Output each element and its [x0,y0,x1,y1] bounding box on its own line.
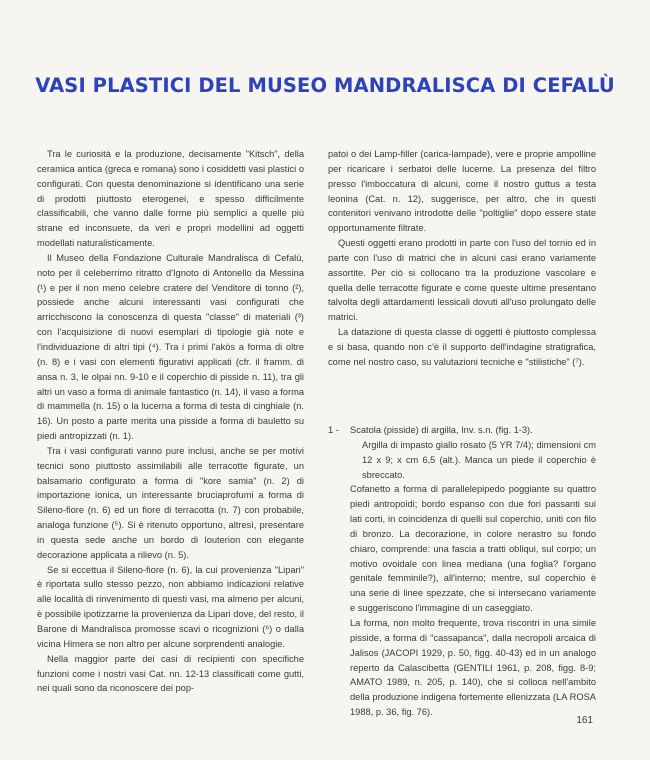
paragraph: Nella maggior parte dei casi di recipienti con specifiche funzioni come i nostri vasi Cat. nn. 12-13 classificati come gutti, nei quali sono da riconoscere dei pop- [37,653,304,694]
paragraph: La datazione di questa classe di oggetti è piuttosto complessa e si basa, quando non c'è il supporto dell'indagine stratigrafica, come nel nostro caso, su valutazioni tecniche e "stilistiche" (⁷). [328,327,596,367]
paragraph: patoi o dei Lamp-filler (carica-lampade), vere e proprie ampolline per ricaricare i serbatoi delle lucerne. La presenza del filtro presso l'imboccatura di alcuni, come il nostro guttus a testa leonina (Cat. n. 12), suggerisce, per altro, che in questi contenitori venivano introdotte delle "poltiglie" dopo essere state opportunamente filtrate. [328,149,596,234]
catalogue-paragraph: Cofanetto a forma di parallelepipedo poggiante su quattro piedi antropoidi; bordo espanso con due fori passanti sui lati corti, in coincidenza di quelli sul coperchio, uniti con filo di bronzo. La decorazione, in colore nerastro su fondo chiaro, comprende: una fascia a tratti obliqui, sul corpo; un motivo ovoidale con linea mediana (una foglia? l'organo genitale femminile?), all'interno; mentre, sul coperchio è una serie di linee spezzate, che si intersecano variamente e suggeriscono l'immagine di un caseggiato. [350,484,596,614]
catalogue-paragraph: La forma, non molto frequente, trova riscontri in una simile pisside, a forma di "cassapanca", dalla necropoli arcaica di Jalisos (JACOPI 1929, p. 50, figg. 40-43) ed in un analogo reperto da Calascibetta (GENTILI 1961, p. 208, figg. 8-9; AMATO 1989, n. 205, p. 140), che si colloca nell'ambito della produzione indigena fortemente ellenizzata (LA ROSA 1988, p. 36, fig. 76). [350,617,596,718]
catalogue-heading: Scatola (pisside) di argilla, Inv. s.n. (fig. 1-3). [350,425,533,435]
paragraph: Il Museo della Fondazione Culturale Mandralisca di Cefalù, noto per il celeberrimo ritratto d'Ignoto di Antonello da Messina (¹) e per il non meno celebre cratere del Venditore di tonno (²), possiede anche alcuni interessanti vasi configurati che arricchiscono la conoscenza di questa "classe" di materiali (³) con l'acquisizione di nuovi esemplari di tipologie già note e l'individuazione di altri tipi (⁴). Tra i primi l'akòs a forma di oltre (n. 8) e i vasi con elementi figurativi applicati (cfr. il framm. di ansa n. 3, le olpai nn. 9-10 e il coperchio di pisside n. 11), tra gli altri un vaso a forma di animale fantastico (n. 14), il vaso a forma di mammella (n. 15) o la lucerna a forma di testa di cinghiale (n. 16). Un posto a parte merita una pisside a forma di bauletto su piedi antropizzati (n. 1). [37,252,304,442]
catalogue-paragraph: Argilla di impasto giallo rosato (5 YR 7/4); dimensioni cm 12 x 9; x cm 6,5 (alt.). Manca un piede il coperchio è sbreccato. [362,439,596,480]
right-column [328,147,596,370]
page-title: VASI PLASTICI DEL MUSEO MANDRALISCA DI CEFALÙ [35,74,615,97]
paragraph: Se si eccettua il Sileno-fiore (n. 6), la cui provenienza "Lipari" è riportata sullo stesso pezzo, non abbiamo indicazioni relative alle località di rinvenimento di questi vasi, ma almeno per alcuni, è possibile ipotizzarne la provenienza da Lipari dove, del resto, il Barone di Mandralisca promosse scavi o ricognizioni (⁶) o dalla vicina Himera se non altro per alcune sorprendenti analogie. [37,564,304,649]
catalogue-entry [328,423,596,720]
catalogue-number: 1 - [328,425,339,435]
paragraph: Tra i vasi configurati vanno pure inclusi, anche se per motivi tecnici sono piuttosto assimilabili alle terracotte figurate, un balsamario configurato a forma di "kore samia" (n. 2) di importazione ionica, un interessante bruciaprofumi a forma di Sileno-fiore (n. 6) ed un fiore di terracotta (n. 7) con probabile, analoga funzione (⁵). Si è ritenuto opportuno, altresì, presentare in questa sede anche un bordo di louterion con elegante decorazione applicata a rilievo (n. 5). [37,445,304,560]
page-number: 161 [576,715,593,726]
paragraph: Questi oggetti erano prodotti in parte con l'uso del tornio ed in parte con l'uso di matrici che in alcuni casi erano variamente assortite. Per ciò si collocano tra la produzione vascolare e quella delle terracotte figurate e come queste ultime presentano talvolta degli attardamenti lessicali dovuti all'uso prolungato delle matrici. [328,238,596,323]
left-column [37,147,304,696]
paragraph: Tra le curiosità e la produzione, decisamente "Kitsch", della ceramica antica (greca e romana) sono i cosiddetti vasi plastici o configurati. Con questa denominazione si identificano una serie di prodotti piuttosto eterogenei, e spesso difficilmente classificabili, che vanno dalle forme più semplici a quelle più strane ed inconsuete, da veri e propri modellini ad oggetti modellati naturalisticamente. [37,149,304,249]
